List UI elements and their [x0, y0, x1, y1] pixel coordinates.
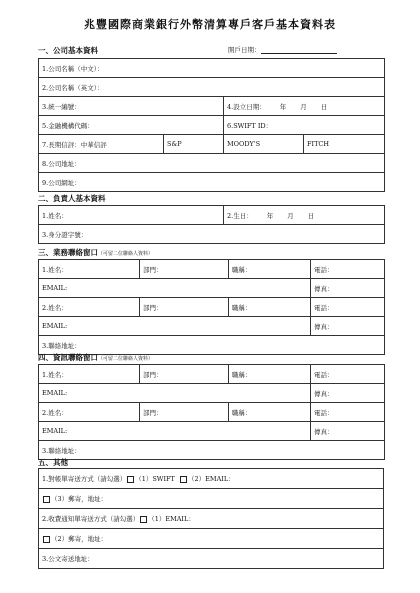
biz-contact1-fax-field[interactable]: 傳真： [311, 279, 385, 298]
biz-contact2-fax-field[interactable]: 傳真： [311, 317, 385, 336]
biz-contact1-phone-field[interactable]: 電話： [311, 260, 385, 279]
doc-address-field[interactable]: 3.公文寄送地址： [39, 549, 384, 569]
it-contact-table [38, 364, 385, 460]
stmt-mail-field[interactable]: （3）郵寄，地址： [39, 489, 384, 509]
row-it-contact1[interactable] [39, 365, 385, 384]
stmt-method-field[interactable]: 1.對帳單寄送方式（請勾選） （1）SWIFT （2）EMAIL： [39, 469, 384, 489]
company-address-field[interactable]: 8.公司地址： [39, 154, 385, 173]
section-business-contact-heading: 三、業務聯絡窗口（可留二位聯絡人資料） [38, 248, 154, 257]
open-date-label: 開戶日期： [228, 46, 261, 54]
row-notice-method[interactable] [39, 509, 384, 529]
row-biz-contact1-email[interactable] [39, 279, 385, 298]
rating-sp-field[interactable]: S&P [164, 135, 224, 154]
other-table [38, 468, 384, 569]
biz-contact2-email-field[interactable]: EMAIL: [39, 317, 311, 336]
stmt-mail-checkbox[interactable] [43, 496, 50, 503]
it-contact2-title-field[interactable]: 職稱： [229, 403, 311, 422]
section-principal-heading: 二、負責人基本資料 [38, 194, 106, 203]
biz-contact1-name-field[interactable]: 1.姓名： [39, 260, 140, 279]
row-biz-contact2[interactable] [39, 298, 385, 317]
company-name-cn-field[interactable]: 1.公司名稱（中文）： [39, 59, 385, 78]
open-date [228, 45, 337, 54]
row-it-address[interactable] [39, 441, 385, 460]
biz-contact2-phone-field[interactable]: 電話： [311, 298, 385, 317]
row-it-contact2[interactable] [39, 403, 385, 422]
biz-contact1-email-field[interactable]: EMAIL: [39, 279, 311, 298]
stmt-email-checkbox[interactable] [180, 476, 187, 483]
principal-table [38, 205, 385, 244]
row-address[interactable] [39, 154, 385, 173]
row-principal-name[interactable] [39, 206, 385, 225]
it-contact1-name-field[interactable]: 1.姓名： [39, 365, 140, 384]
section-other-heading: 五、其他 [38, 458, 68, 467]
company-name-en-field[interactable]: 2.公司名稱（英文）： [39, 78, 385, 97]
biz-contact2-title-field[interactable]: 職稱： [229, 298, 311, 317]
biz-contact2-dept-field[interactable]: 部門： [140, 298, 229, 317]
page-title: 兆豐國際商業銀行外幣清算專戶客戶基本資料表 [84, 18, 336, 31]
section-company-heading: 一、公司基本資料 [38, 46, 98, 55]
row-name-en[interactable] [39, 78, 385, 97]
row-notice-mail[interactable] [39, 529, 384, 549]
section-it-contact-heading: 四、資訊聯絡窗口（可留二位聯絡人資料） [38, 353, 154, 362]
it-contact-address-field[interactable]: 3.聯絡地址： [39, 441, 385, 460]
row-tax-date[interactable] [39, 97, 385, 116]
row-website[interactable] [39, 173, 385, 192]
company-website-field[interactable]: 9.公司網址： [39, 173, 385, 192]
biz-contact2-name-field[interactable]: 2.姓名： [39, 298, 140, 317]
it-contact2-name-field[interactable]: 2.姓名： [39, 403, 140, 422]
principal-name-field[interactable]: 1.姓名： [39, 206, 224, 225]
biz-contact1-title-field[interactable]: 職稱： [229, 260, 311, 279]
est-date-field[interactable]: 4.設立日期： 年 月 日 [224, 97, 385, 116]
swift-id-field[interactable]: 6.SWIFT ID： [224, 116, 385, 135]
notice-mail-field[interactable]: （2）郵寄，地址： [39, 529, 384, 549]
row-it-contact2-email[interactable] [39, 422, 385, 441]
row-biz-contact1[interactable] [39, 260, 385, 279]
it-contact1-dept-field[interactable]: 部門： [140, 365, 229, 384]
stmt-swift-checkbox[interactable] [127, 476, 134, 483]
company-table [38, 58, 385, 192]
it-contact2-fax-field[interactable]: 傳真： [311, 422, 385, 441]
notice-mail-checkbox[interactable] [43, 536, 50, 543]
it-contact2-dept-field[interactable]: 部門： [140, 403, 229, 422]
principal-id-field[interactable]: 3.身分證字號： [39, 225, 385, 244]
notice-method-field[interactable]: 2.收費通知單寄送方式（請勾選） （1）EMAIL： [39, 509, 384, 529]
rating-moodys-field[interactable]: MOODY'S [224, 135, 304, 154]
fi-code-field[interactable]: 5.金融機構代碼： [39, 116, 224, 135]
row-doc-address[interactable] [39, 549, 384, 569]
row-code-swift[interactable] [39, 116, 385, 135]
it-contact1-fax-field[interactable]: 傳真： [311, 384, 385, 403]
it-contact1-email-field[interactable]: EMAIL: [39, 384, 311, 403]
row-rating[interactable] [39, 135, 385, 154]
tax-id-field[interactable]: 3.統一編號： [39, 97, 224, 116]
row-stmt-mail[interactable] [39, 489, 384, 509]
business-contact-table [38, 259, 385, 355]
biz-contact-address-field[interactable]: 3.聯絡地址： [39, 336, 385, 355]
it-contact2-phone-field[interactable]: 電話： [311, 403, 385, 422]
it-contact1-title-field[interactable]: 職稱： [229, 365, 311, 384]
it-contact2-email-field[interactable]: EMAIL: [39, 422, 311, 441]
row-it-contact1-email[interactable] [39, 384, 385, 403]
notice-email-checkbox[interactable] [140, 516, 147, 523]
principal-birth-field[interactable]: 2.生日： 年 月 日 [224, 206, 385, 225]
row-stmt-method[interactable] [39, 469, 384, 489]
rating-local-field[interactable]: 7.長期信評：中華信評 [39, 135, 164, 154]
row-biz-contact2-email[interactable] [39, 317, 385, 336]
row-principal-id[interactable] [39, 225, 385, 244]
rating-fitch-field[interactable]: FITCH [304, 135, 385, 154]
row-name-cn[interactable] [39, 59, 385, 78]
biz-contact1-dept-field[interactable]: 部門： [140, 260, 229, 279]
it-contact1-phone-field[interactable]: 電話： [311, 365, 385, 384]
open-date-field[interactable] [261, 46, 337, 54]
